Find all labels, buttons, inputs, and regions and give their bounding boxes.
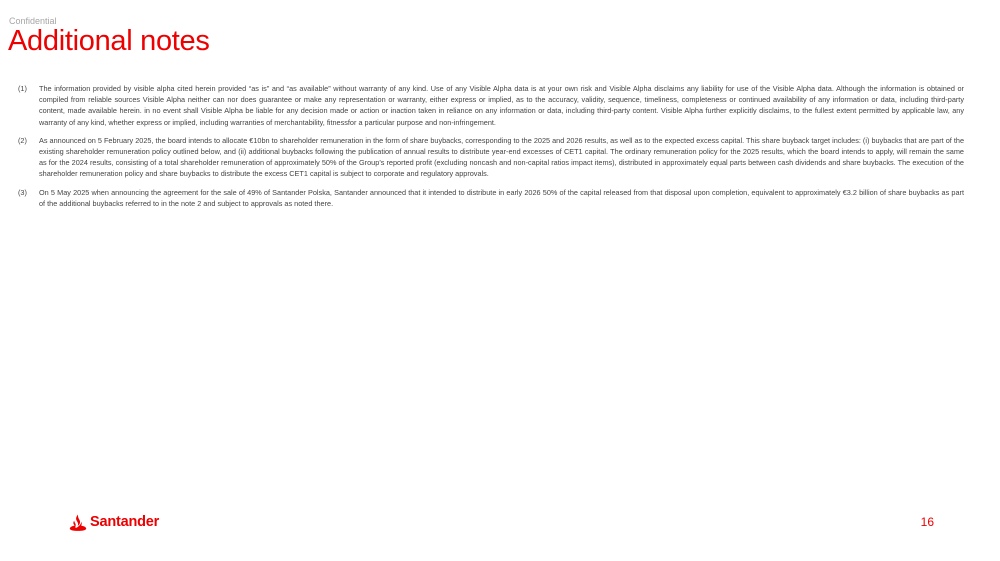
santander-logo (69, 512, 159, 532)
note-text: The information provided by visible alpha cited herein provided “as is” and “as available” without warranty of any kind. Use of any Visible Alpha data is at your own risk and Visible Alpha disclaims any liability for use of the Visible Alpha data. Although the information is obtained or compiled from reliable sources Visible Alpha neither can nor does guarantee or make any representation or warranty, either express or implied, as to the accuracy, validity, sequence, timeliness, completeness or continued availability of any information or data, including third-party content, made available herein. in no event shall Visible Alpha be liable for any decision made or action or inaction taken in reliance on any information or data, including third-party content. Visible Alpha further explicitly disclaims, to the fullest extent permitted by applicable law, any warranty of any kind, whether express or implied, including warranties of merchantability, fitnessfor a particular purpose and non-infringement. (39, 84, 964, 127)
note-item (18, 135, 964, 180)
note-marker: (1) (18, 84, 27, 93)
confidential-label: Confidential (9, 16, 57, 26)
page-title: Additional notes (8, 25, 210, 57)
note-text: On 5 May 2025 when announcing the agreement for the sale of 49% of Santander Polska, Santander announced that it intended to distribute in early 2026 50% of the capital released from that disposal upon completion, equivalent to approximately €3.2 billion of share buybacks as part of the additional buybacks referred to in the note 2 and subject to approvals as noted there. (39, 187, 964, 208)
note-item (18, 83, 964, 128)
page-number: 16 (920, 515, 934, 529)
note-marker: (2) (18, 135, 27, 145)
note-item (18, 187, 964, 209)
note-text: As announced on 5 February 2025, the board intends to allocate €10bn to shareholder remuneration in the form of share buybacks, corresponding to the 2025 and 2026 results, as well as to the expected excess capital. This share buyback target includes: (i) buybacks that are part of the existing shareholder remuneration policy outlined below, and (ii) additional buybacks following the publication of annual results to distribute year-end excesses of CET1 capital. The ordinary remuneration policy for the 2025 results, which the board intends to apply, will remain the same as for the 2024 results, consisting of a total shareholder remuneration of approximately 50% of the Group’s reported profit (excluding noncash and non-capital ratios impact items), distributed in approximately equal parts between cash dividends and share buybacks. The execution of the shareholder remuneration policy and share buybacks to distribute the excess CET1 capital is subject to corporate and regulatory approvals. (39, 135, 964, 179)
notes-list (18, 83, 964, 216)
santander-wordmark: Santander (90, 514, 160, 530)
santander-flame-icon (69, 514, 87, 531)
note-marker: (3) (18, 187, 27, 197)
